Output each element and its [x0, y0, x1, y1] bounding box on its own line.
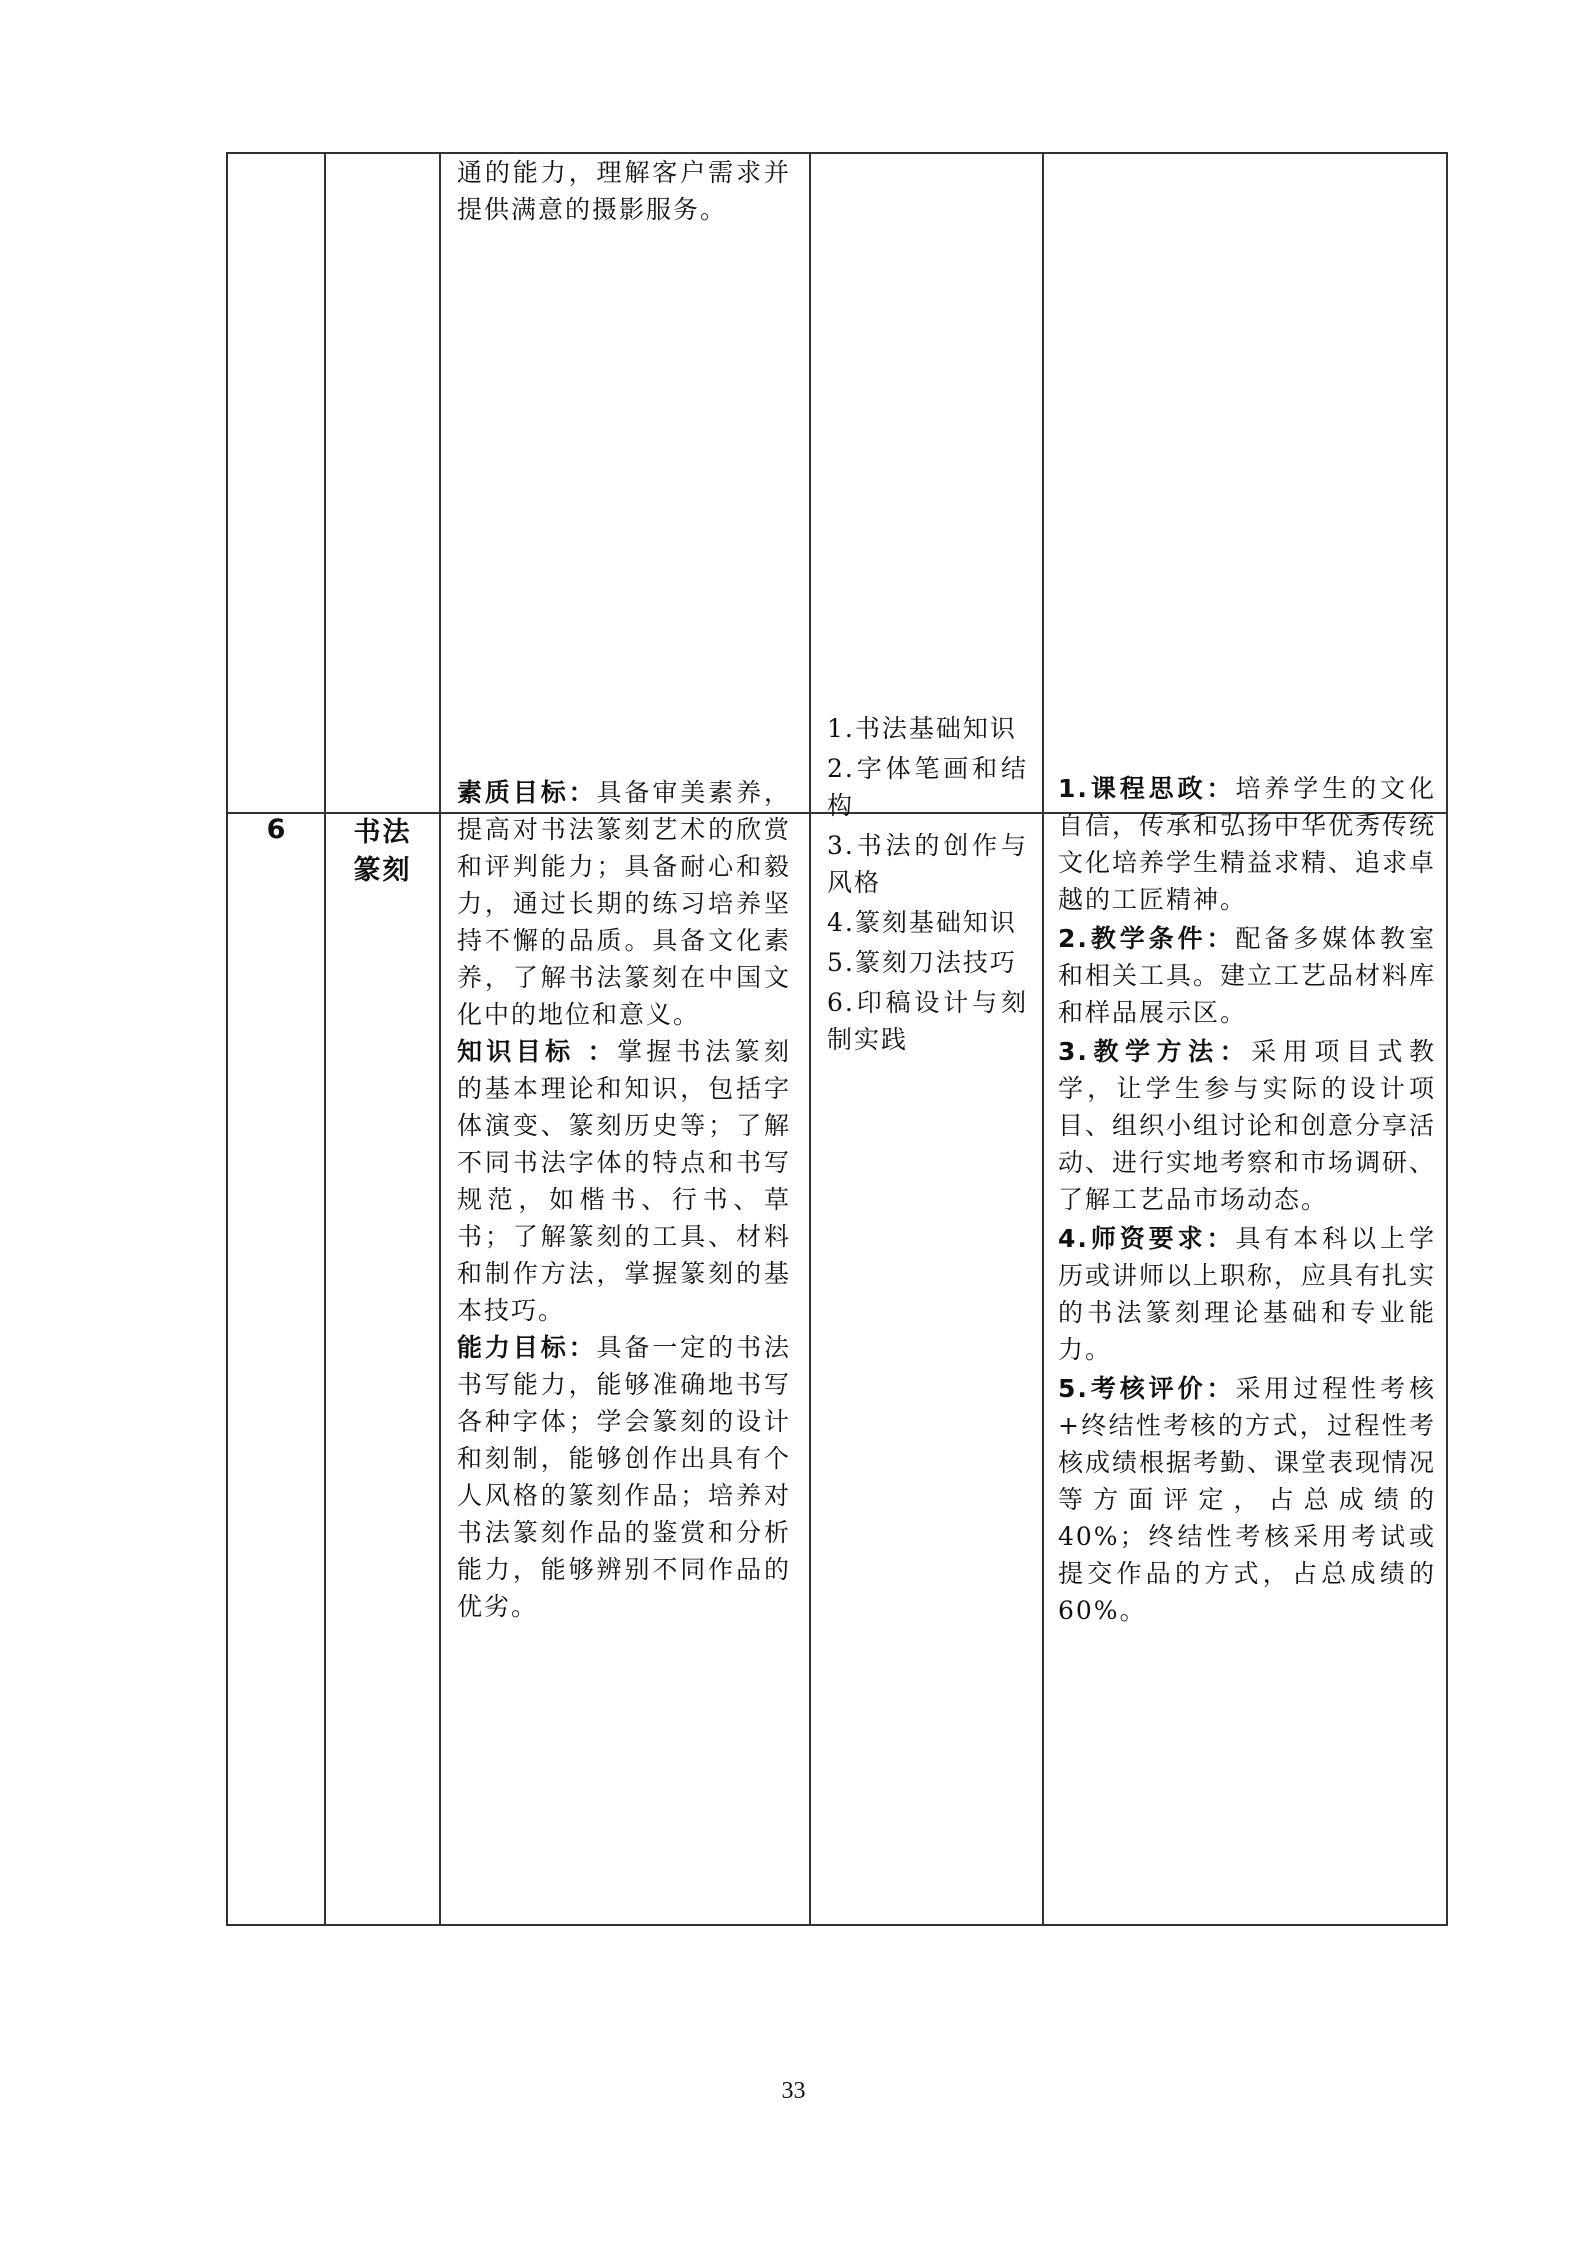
goals-block	[441, 774, 809, 1625]
contents-list	[811, 710, 1042, 1058]
content-item: 6.印稿设计与刻制实践	[827, 988, 1028, 1054]
name-cell-empty	[325, 153, 440, 813]
req-ideology	[1058, 770, 1436, 918]
goal-knowledge-label: 知识目标 ：	[457, 1037, 618, 1066]
course-name-line2: 篆刻	[353, 855, 412, 886]
req-methods-text: 采用项目式教学，让学生参与实际的设计项目、组织小组讨论和创意分享活动、进行实地考察和市场调研、了解工艺品市场动态。	[1058, 1037, 1437, 1214]
goal-ability	[457, 1329, 791, 1625]
requirements-cell-empty	[1043, 153, 1447, 813]
goal-ability-text: 具备一定的书法书写能力，能够准确地书写各种字体；学会篆刻的设计和刻制，能够创作出具有个人风格的篆刻作品；培养对书法篆刻作品的鉴赏和分析能力，能够辨别不同作品的优劣。	[457, 1333, 791, 1621]
goal-knowledge	[457, 1033, 791, 1329]
goal-quality-label: 素质目标：	[457, 778, 597, 807]
req-conditions	[1058, 920, 1436, 1031]
goal-quality-text: 具备审美素养，提高对书法篆刻艺术的欣赏和评判能力；具备耐心和毅力，通过长期的练习培养坚持不懈的品质。具备文化素养，了解书法篆刻在中国文化中的地位和意义。	[457, 778, 791, 1029]
contents-cell	[810, 714, 1043, 1925]
course-number-cell	[227, 813, 325, 1925]
content-item: 4.篆刻基础知识	[827, 908, 1017, 937]
req-teachers-label: 4.师资要求：	[1058, 1224, 1236, 1253]
goals-cell	[440, 778, 810, 1925]
req-ideology-label: 1.课程思政：	[1058, 774, 1236, 803]
req-teachers	[1058, 1220, 1436, 1368]
course-table	[226, 152, 1448, 1926]
page-number: 33	[781, 2078, 806, 2104]
course-number: 6	[266, 814, 286, 845]
content-item: 3.书法的创作与风格	[827, 831, 1028, 897]
goals-cell-continued	[440, 153, 810, 813]
req-teachers-text: 具有本科以上学历或讲师以上职称，应具有扎实的书法篆刻理论基础和专业能力。	[1058, 1224, 1437, 1364]
continued-goal-text: 通的能力，理解客户需求并提供满意的摄影服务。	[457, 158, 791, 224]
req-conditions-text: 配备多媒体教室和相关工具。建立工艺品材料库和样品展示区。	[1058, 924, 1437, 1027]
req-assessment-text: 采用过程性考核+终结性考核的方式，过程性考核成绩根据考勤、课堂表现情况等方面评定，占总成绩的40%；终结性考核采用考试或提交作品的方式，占总成绩的60%。	[1058, 1374, 1437, 1625]
course-name	[326, 814, 439, 890]
req-assessment	[1058, 1370, 1436, 1629]
course-row	[227, 813, 1447, 1925]
requirements-cell	[1043, 774, 1447, 1925]
number-cell-empty	[227, 153, 325, 813]
req-methods-label: 3.教学方法：	[1058, 1037, 1252, 1066]
course-name-cell	[325, 813, 440, 1925]
content-item: 5.篆刻刀法技巧	[827, 948, 1017, 977]
req-methods	[1058, 1033, 1436, 1218]
req-ideology-text: 培养学生的文化自信，传承和弘扬中华优秀传统文化培养学生精益求精、追求卓越的工匠精神。	[1058, 774, 1437, 914]
req-conditions-label: 2.教学条件：	[1058, 924, 1236, 953]
goal-knowledge-text: 掌握书法篆刻的基本理论和知识，包括字体演变、篆刻历史等；了解不同书法字体的特点和书写规范，如楷书、行书、草书；了解篆刻的工具、材料和制作方法，掌握篆刻的基本技巧。	[457, 1037, 791, 1325]
goal-quality	[457, 774, 791, 1033]
req-assessment-label: 5.考核评价：	[1058, 1374, 1236, 1403]
content-item: 2.字体笔画和结构	[827, 754, 1028, 820]
course-name-line1: 书法	[353, 817, 412, 848]
content-item: 1.书法基础知识	[827, 714, 1017, 743]
requirements-block	[1044, 770, 1446, 1629]
goal-ability-label: 能力目标：	[457, 1333, 597, 1362]
